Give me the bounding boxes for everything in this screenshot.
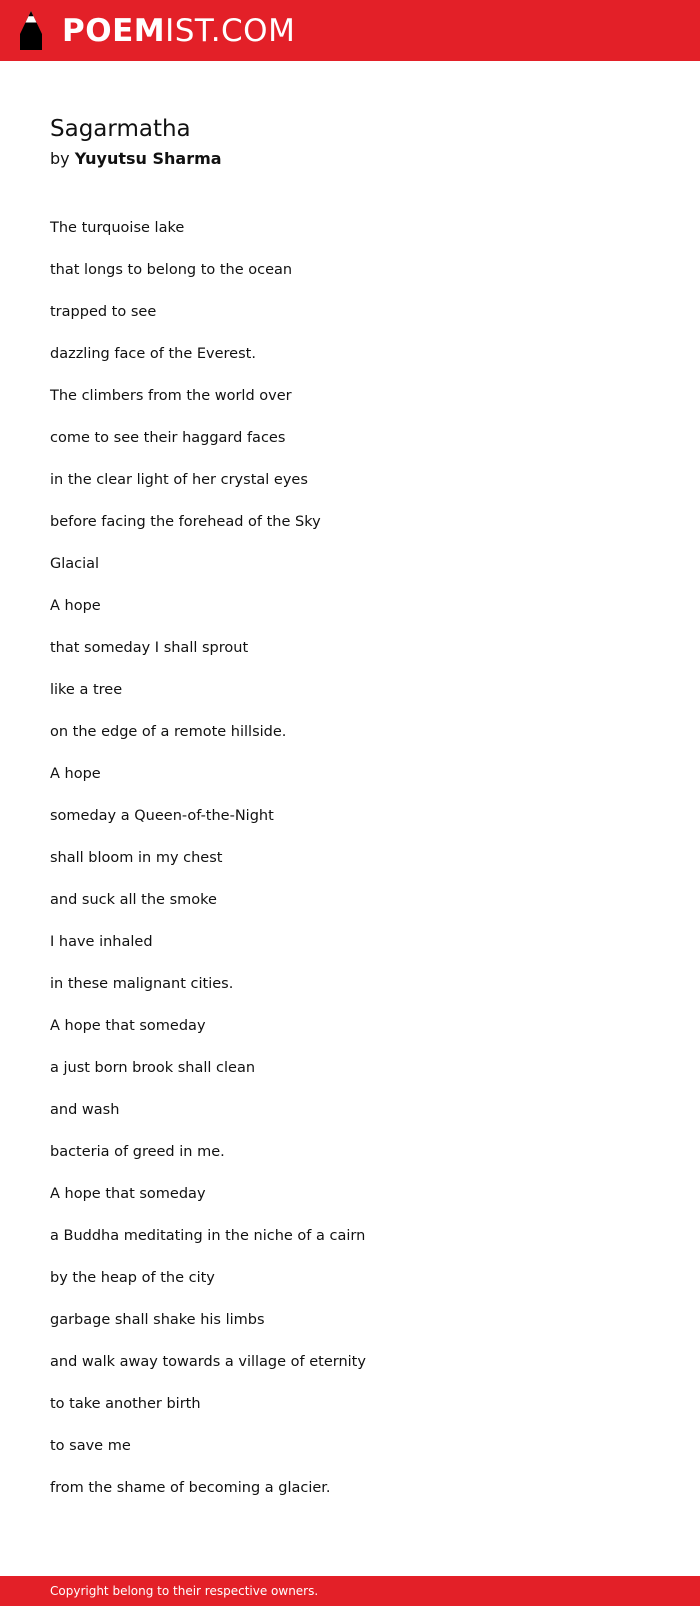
site-logo-link[interactable] [18,8,295,54]
poem-line: and wash [50,1102,120,1118]
poem-line: and walk away towards a village of eternity [50,1354,366,1370]
poem-line: in these malignant cities. [50,976,234,992]
copyright-notice: Copyright belong to their respective owners. [50,1584,319,1598]
poem-line: that longs to belong to the ocean [50,262,293,278]
poem-line: Glacial [50,556,100,572]
poem-author: Yuyutsu Sharma [74,149,222,168]
logo-text-light: IST.COM [165,12,296,49]
poem-line: someday a Queen-of-the-Night [50,808,274,824]
byline-prefix: by [50,149,70,168]
poem-line: A hope [50,598,101,614]
poem-line: on the edge of a remote hillside. [50,724,287,740]
poem-line: and suck all the smoke [50,892,217,908]
poem-line: A hope that someday [50,1018,206,1034]
poem-line: A hope [50,766,101,782]
site-footer [0,1576,700,1606]
poem-line: shall bloom in my chest [50,850,223,866]
site-header [0,0,700,61]
poem-line: A hope that someday [50,1186,206,1202]
poem-line: dazzling face of the Everest. [50,346,256,362]
poem-line: in the clear light of her crystal eyes [50,472,308,488]
poem-line: bacteria of greed in me. [50,1144,225,1160]
poem-line: come to see their haggard faces [50,430,286,446]
poem-line: by the heap of the city [50,1270,215,1286]
poem-title: Sagarmatha [50,116,191,142]
poem-line: The climbers from the world over [50,388,292,404]
poem-line: to take another birth [50,1396,201,1412]
poem-line: to save me [50,1438,131,1454]
poem-line: garbage shall shake his limbs [50,1312,265,1328]
poem-line: a just born brook shall clean [50,1060,256,1076]
poem-line: before facing the forehead of the Sky [50,514,321,530]
poem-body [50,218,650,1520]
poem-byline [50,148,222,170]
poem-line: like a tree [50,682,123,698]
poem-line: a Buddha meditating in the niche of a cairn [50,1228,366,1244]
poem-line: I have inhaled [50,934,153,950]
site-logo-text [62,12,296,49]
poem-line: that someday I shall sprout [50,640,249,656]
poem-line: trapped to see [50,304,157,320]
poem-line: from the shame of becoming a glacier. [50,1480,331,1496]
poem-line: The turquoise lake [50,220,185,236]
logo-text-bold: POEM [62,12,166,49]
pencil-icon [18,10,44,52]
